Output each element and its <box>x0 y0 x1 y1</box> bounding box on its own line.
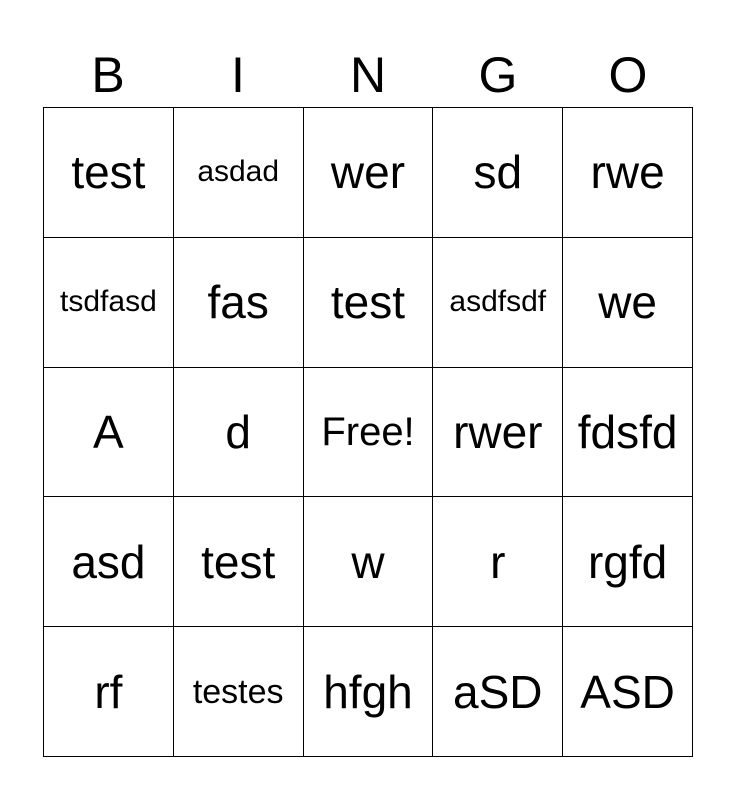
header-letter-g: G <box>478 47 518 103</box>
bingo-cell[interactable]: test <box>174 497 304 627</box>
bingo-cell[interactable]: asd <box>44 497 174 627</box>
header-letter-i: I <box>231 47 245 103</box>
bingo-cell[interactable]: rwer <box>433 368 563 498</box>
bingo-cell[interactable]: fas <box>174 238 304 368</box>
bingo-cell[interactable]: asdad <box>174 108 304 238</box>
bingo-cell[interactable]: tsdfasd <box>44 238 174 368</box>
bingo-cell[interactable]: aSD <box>433 627 563 757</box>
bingo-cell[interactable]: we <box>563 238 693 368</box>
bingo-cell[interactable]: asdfsdf <box>433 238 563 368</box>
header-letter-n: N <box>349 47 387 103</box>
bingo-board <box>43 107 693 757</box>
bingo-cell[interactable]: r <box>433 497 563 627</box>
bingo-cell[interactable]: ASD <box>563 627 693 757</box>
bingo-cell[interactable]: rgfd <box>563 497 693 627</box>
bingo-cell[interactable]: w <box>304 497 434 627</box>
bingo-cell[interactable]: rf <box>44 627 174 757</box>
bingo-cell[interactable]: fdsfd <box>563 368 693 498</box>
header-letter-b: B <box>91 47 125 103</box>
bingo-cell[interactable]: wer <box>304 108 434 238</box>
header-letter-o: O <box>608 47 648 103</box>
bingo-cell[interactable]: d <box>174 368 304 498</box>
bingo-cell[interactable]: rwe <box>563 108 693 238</box>
bingo-cell[interactable]: sd <box>433 108 563 238</box>
free-space-cell[interactable]: Free! <box>304 368 434 498</box>
bingo-cell[interactable]: test <box>44 108 174 238</box>
bingo-cell[interactable]: test <box>304 238 434 368</box>
bingo-header <box>43 44 693 106</box>
bingo-cell[interactable]: A <box>44 368 174 498</box>
bingo-cell[interactable]: hfgh <box>304 627 434 757</box>
bingo-cell[interactable]: testes <box>174 627 304 757</box>
